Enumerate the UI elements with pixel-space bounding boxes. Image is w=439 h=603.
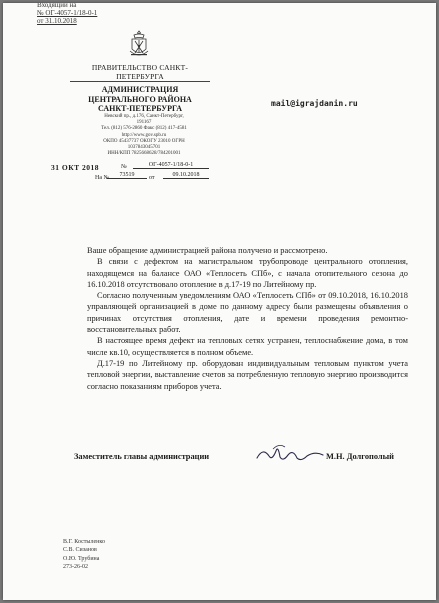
handwritten-signature-icon — [253, 439, 327, 465]
reference-number: 73519 — [107, 172, 147, 179]
paragraph-metering: Д.17-19 по Литейному пр. оборудован индивидуальным тепловым пунктом учета тепловой энергии, выставление счетов за потребленную тепловую энергию производится согласно показаниям приборов учета. — [87, 358, 408, 391]
stamp-line-3: от 31.10.2018 — [37, 17, 77, 25]
paragraph-repair: В настоящее время дефект на тепловых сетях устранен, теплоснабжение дома, в том числе кв.10, осуществляется в полном объеме. — [87, 336, 408, 357]
executors-block — [63, 538, 105, 572]
letterhead-contacts — [100, 114, 188, 157]
registration-date: 31 ОКТ 2018 — [51, 163, 100, 172]
stamp-line-1: Входящий на — [37, 3, 77, 9]
reference-date: 09.10.2018 — [163, 172, 209, 179]
incoming-stamp — [37, 3, 97, 25]
letter-page — [3, 3, 436, 600]
city-title: САНКТ-ПЕТЕРБУРГА — [97, 104, 183, 113]
recipient-email: mail@igrajdanin.ru — [271, 99, 358, 108]
paragraph-intro: Ваше обращение администрацией района получено и рассмотрено. — [87, 246, 328, 255]
registration-number: ОГ-4057-1/18-0-1 — [133, 162, 209, 169]
contact-line: http://www.gov.spb.ru — [121, 132, 167, 138]
signatory-name: М.Н. Долгополый — [326, 452, 394, 461]
signatory-title: Заместитель главы администрации — [74, 452, 210, 461]
district-title: ЦЕНТРАЛЬНОГО РАЙОНА — [88, 94, 192, 104]
registration-no-label: № — [121, 164, 127, 170]
contact-line: Тел. (812) 576-2860 Факс (812) 417-4581 — [101, 126, 187, 132]
reference-date-label: от — [149, 175, 155, 181]
stamp-line-2: № ОГ-4057-1/18-0-1 — [37, 9, 98, 17]
contact-line: ОКПО 45437737 ОКОГУ 23010 ОГРН 1037843045701 — [103, 138, 185, 151]
reference-label: На № — [95, 175, 110, 181]
contact-line: Невский пр., д.176, Санкт-Петербург, 191167 — [104, 114, 184, 126]
executor-line: О.Ю. Трубина — [63, 555, 100, 562]
administration-title: АДМИНИСТРАЦИЯ — [101, 85, 179, 94]
coat-of-arms-icon — [127, 29, 151, 59]
executor-line: С.В. Сизанов — [63, 547, 97, 554]
government-name: ПРАВИТЕЛЬСТВО САНКТ-ПЕТЕРБУРГА — [70, 63, 210, 82]
executor-phone: 273-26-02 — [63, 564, 88, 571]
letter-body — [87, 245, 408, 392]
paragraph-notices: Согласно полученным уведомлениям ОАО «Теплосеть СПб» от 09.10.2018, 16.10.2018 управляющей организацией в доме по данному адресу были размещены объявления о причинах отсутствия отопления, дате и времени проведения ремонтно-восстановительных работ. — [87, 291, 408, 335]
letterhead — [70, 63, 210, 114]
paragraph-defect: В связи с дефектом на магистральном трубопроводе центрального отопления, находящемся на балансе ОАО «Теплосеть СПб», с начала отопительного сезона до 16.10.2018 отсутствовало отопление в д.17-19 по Литейному пр. — [87, 257, 408, 289]
contact-line: ИНН/КПП 7825668628/784201001 — [107, 151, 181, 157]
executor-line: В.Г. Костыленко — [63, 539, 105, 545]
